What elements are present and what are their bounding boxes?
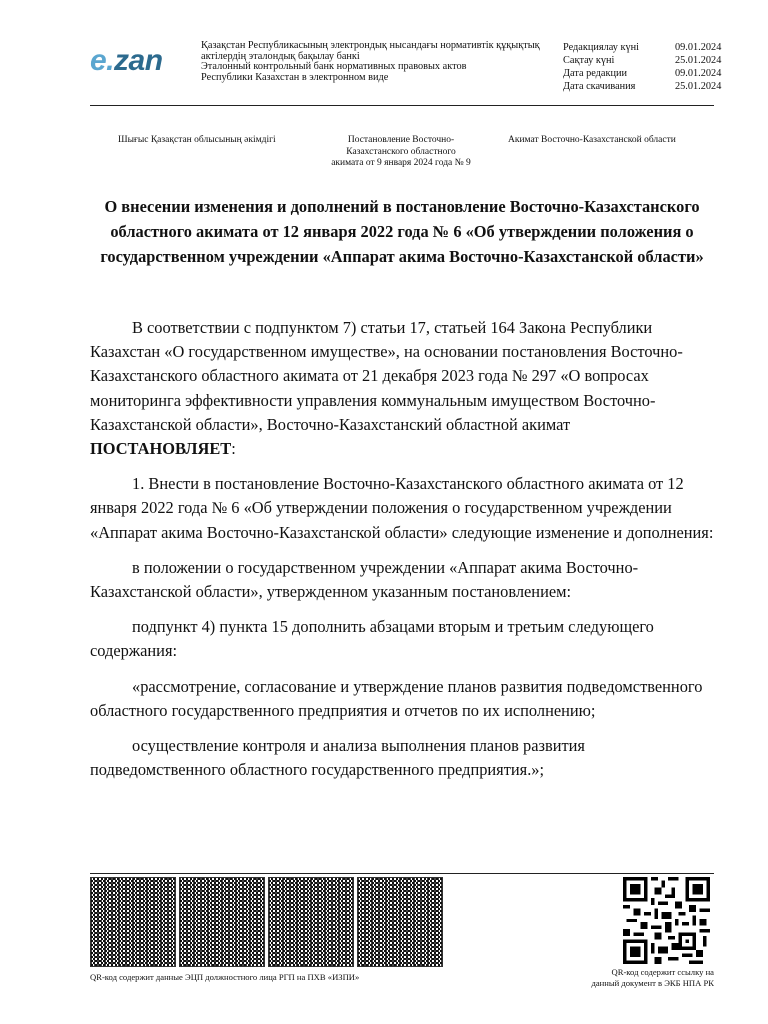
source-ru-line2: Республики Казахстан в электронном виде [201, 71, 389, 83]
document-dates [563, 41, 723, 93]
paragraph: в положении о государственном учреждении «Аппарат акима Восточно-Казахстанской области», утвержденном указанным постановлением: [90, 557, 639, 602]
ezan-logo: e.zan [90, 44, 163, 77]
document-link-qr-code[interactable] [623, 877, 710, 964]
meta-label: Дата редакции [563, 68, 628, 79]
document-title: О внесении изменения и дополнений в постановление Восточно-Казахстанского областного акимата от 12 января 2022 года № 6 «Об утверждении положения о государственном учреждении «Аппарат акима Восточно-Казахстанской области» [100, 197, 704, 267]
meta-row [563, 54, 723, 67]
document-body [90, 316, 714, 793]
meta-value: 09.01.2024 [675, 68, 722, 79]
paragraph: «рассмотрение, согласование и утверждение планов развития подведомственного областного государственного предприятия и отчетов по их исполнению; [90, 676, 703, 720]
meta-value: 25.01.2024 [675, 81, 722, 92]
issuer-ru: Акимат Восточно-Казахстанской области [508, 135, 676, 145]
document-link-qr-caption: QR-код содержит ссылку на данный документ в ЭКБ НПА РК [591, 967, 714, 988]
decree-keyword: ПОСТАНОВЛЯЕТ [90, 439, 232, 459]
issuer-kz: Шығыс Қазақстан облысының әкімдігі [118, 135, 276, 145]
signature-qr-codes [90, 877, 443, 967]
paragraph: подпункт 4) пункта 15 дополнить абзацами вторым и третьим следующего содержания: [90, 617, 654, 661]
paragraph: В соответствии с подпунктом 7) статьи 17, статьей 164 Закона Республики Казахстан «О государственном имуществе», на основании постановления Восточно-Казахстанского областного акимата от 21 декабря 2023 года № 297 «О вопросах мониторинга эффективности управления коммунальным имуществом Восточно-Казахстанской области», Восточно-Казахстанский областной акимат ПОСТАНОВЛЯЕТ: [90, 318, 683, 459]
signature-qr-caption: QR-код содержит данные ЭЦП должностного лица РГП на ПХВ «ИЗПИ» [90, 972, 360, 982]
meta-value: 25.01.2024 [675, 55, 722, 66]
source-bank-info [201, 41, 546, 83]
meta-row [563, 41, 723, 54]
signature-qr-code [357, 877, 443, 967]
meta-row [563, 80, 723, 93]
source-kz-line2: актілердің эталондық бақылау банкі [201, 50, 360, 62]
signature-qr-code [90, 877, 176, 967]
signature-qr-code [268, 877, 354, 967]
meta-label: Редакциялау күні [563, 42, 640, 53]
meta-label: Сақтау күні [563, 55, 615, 66]
issuer-doc-line2: Казахстанского областного [346, 146, 456, 157]
issuer-doc-line1: Постановление Восточно- [347, 135, 455, 145]
paragraph: 1. Внести в постановление Восточно-Казахстанского областного акимата от 12 января 2022 года № 6 «Об утверждении положения о государственном учреждении «Аппарат акима Восточно-Казахстанской области» следующие изменение и дополнения: [90, 474, 714, 542]
issuer-doc-line3: акимата от 9 января 2024 года № 9 [331, 158, 471, 169]
meta-value: 09.01.2024 [675, 42, 722, 53]
meta-row [563, 67, 723, 80]
issuer-document [326, 135, 476, 170]
signature-qr-code [179, 877, 265, 967]
source-ru-line1: Эталонный контрольный банк нормативных правовых актов [201, 61, 467, 73]
paragraph: осуществление контроля и анализа выполнения планов развития подведомственного областного государственного предприятия.»; [90, 736, 585, 780]
header-divider [90, 105, 714, 106]
footer-divider [90, 873, 714, 874]
meta-label: Дата скачивания [563, 81, 636, 92]
source-kz-line1: Қазақстан Республикасының электрондық нысандағы нормативтік құқықтық [201, 40, 540, 51]
